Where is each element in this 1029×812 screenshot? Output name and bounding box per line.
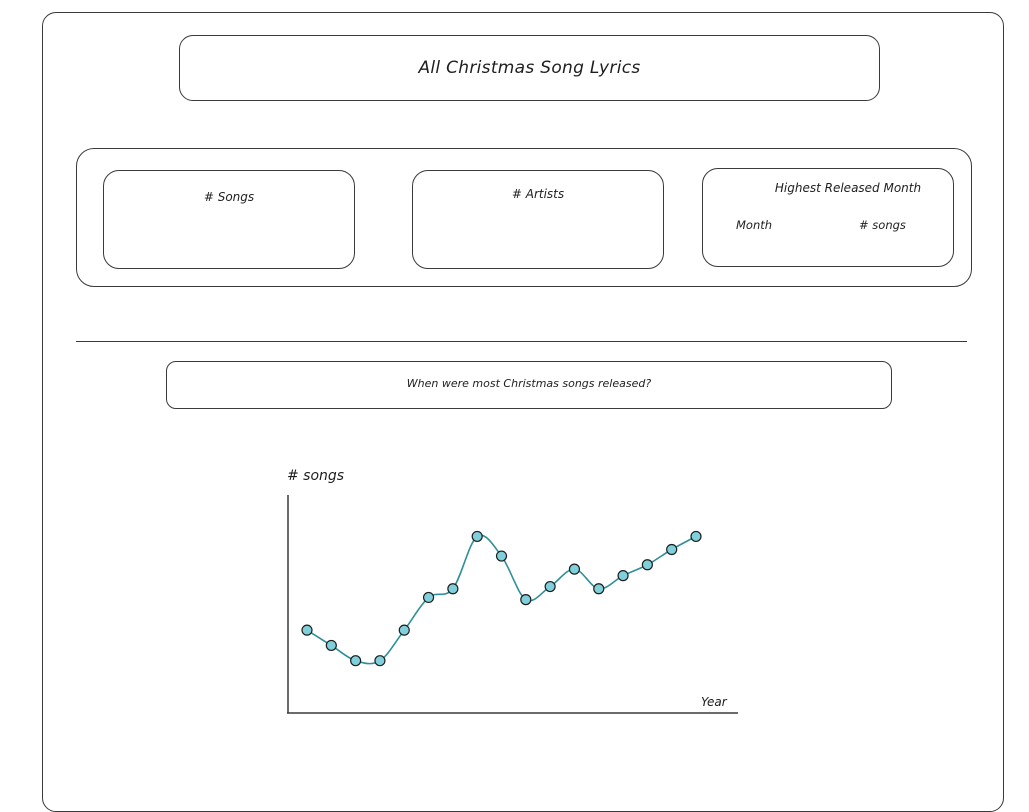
data-point [424,592,434,602]
data-point [326,640,336,650]
data-point [448,584,458,594]
kpi-songs-label: # Songs [203,190,255,204]
data-point [351,656,361,666]
data-point [667,545,677,555]
kpi-month-title: Highest Released Month [774,181,922,195]
series-markers [302,531,701,665]
data-point [375,656,385,666]
kpi-month-column: Month [736,218,773,232]
data-point [545,582,555,592]
data-point [594,584,604,594]
data-point [302,625,312,635]
data-point [399,625,409,635]
data-point [642,560,652,570]
page-title: All Christmas Song Lyrics [418,58,641,78]
data-point [497,551,507,561]
chart-axes [287,495,738,713]
data-point [691,531,701,541]
kpi-month-count-column: # songs [859,218,906,232]
data-point [569,564,579,574]
data-point [472,531,482,541]
x-axis-label: Year [701,695,727,709]
chart-question: When were most Christmas songs released? [406,377,652,390]
kpi-artists-label: # Artists [511,187,565,201]
data-point [618,571,628,581]
y-axis-label: # songs [287,468,345,484]
data-point [521,595,531,605]
